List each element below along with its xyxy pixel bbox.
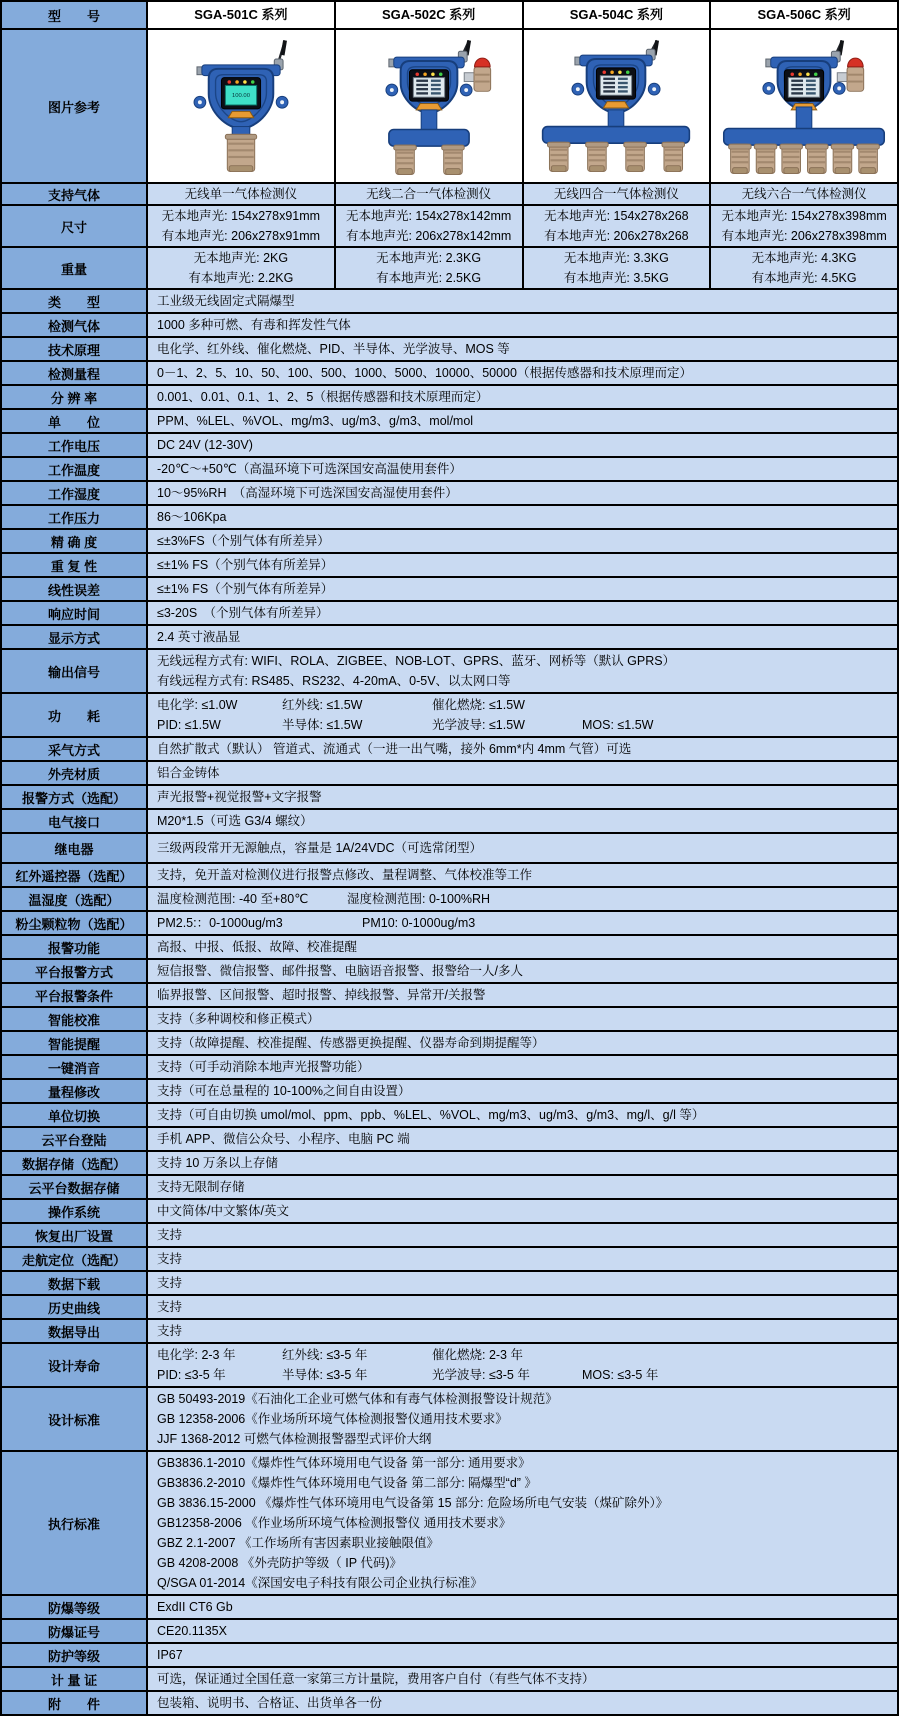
- value-line: 支持: [157, 1228, 183, 1242]
- device-image-cell: [524, 30, 712, 182]
- row-label: 数据下载: [2, 1272, 148, 1294]
- value-line: 有本地声光: 2.5KG: [376, 271, 482, 285]
- row-value: [148, 1344, 897, 1386]
- spec-row: [2, 1080, 897, 1104]
- value-segment: 温度检测范围: -40 至+80℃: [157, 892, 309, 906]
- spec-row: [2, 626, 897, 650]
- weight-cell: [711, 248, 897, 288]
- row-label: 重 复 性: [2, 554, 148, 576]
- row-label: 计 量 证: [2, 1668, 148, 1690]
- row-value: [148, 1056, 897, 1078]
- row-value: [148, 1080, 897, 1102]
- spec-row: [2, 738, 897, 762]
- value-segment: 催化燃烧: 2-3 年: [432, 1348, 523, 1362]
- value-segment: 红外线: ≤3-5 年: [282, 1348, 368, 1362]
- value-line: 有本地声光: 206x278x398mm: [721, 229, 887, 243]
- model-header-cell: [524, 2, 712, 28]
- spec-row: [2, 386, 897, 410]
- value-line: 三级两段常开无源触点，容量是 1A/24VDC（可选常闭型）: [157, 841, 483, 855]
- row-value: [148, 602, 897, 624]
- device-image-cells: [148, 30, 897, 182]
- image-reference-row: [2, 30, 897, 184]
- value-line: ≤±1% FS（个别气体有所差异）: [157, 582, 334, 596]
- spec-row: [2, 1008, 897, 1032]
- row-label: 防爆等级: [2, 1596, 148, 1618]
- value-line: GB 50493-2019《石油化工企业可燃气体和有毒气体检测报警设计规范》: [157, 1392, 558, 1406]
- spec-row: [2, 834, 897, 864]
- row-value: [148, 338, 897, 360]
- value-segment: MOS: ≤3-5 年: [582, 1368, 659, 1382]
- value-line: GB 12358-2006《作业场所环境气体检测报警仪通用技术要求》: [157, 1412, 508, 1426]
- spec-row: [2, 338, 897, 362]
- row-label: 附 件: [2, 1692, 148, 1714]
- spec-row: [2, 362, 897, 386]
- value-segment: 催化燃烧: ≤1.5W: [432, 698, 525, 712]
- row-value: [148, 738, 897, 760]
- value-line: [157, 715, 893, 735]
- value-line: 工业级无线固定式隔爆型: [157, 294, 295, 308]
- model-header-cell: [336, 2, 524, 28]
- supported-gas-cell: [524, 184, 712, 204]
- value-line: 支持（可在总量程的 10-100%之间自由设置）: [157, 1084, 411, 1098]
- row-label: 检测气体: [2, 314, 148, 336]
- spec-row: [2, 1056, 897, 1080]
- weight-cell: [148, 248, 336, 288]
- row-label: 工作温度: [2, 458, 148, 480]
- row-value: [148, 1032, 897, 1054]
- value-segment: 电化学: 2-3 年: [157, 1348, 236, 1362]
- spec-row: [2, 650, 897, 694]
- row-value: [148, 1296, 897, 1318]
- row-label-image: 图片参考: [2, 30, 148, 182]
- value-line: 0－1、2、5、10、50、100、500、1000、5000、10000、50000（根据传感器和技术原理而定）: [157, 366, 692, 380]
- value-line: CE20.1135X: [157, 1624, 227, 1638]
- value-line: 无本地声光: 3.3KG: [563, 251, 669, 265]
- row-label: 线性误差: [2, 578, 148, 600]
- value-segment: 湿度检测范围: 0-100%RH: [347, 892, 491, 906]
- spec-row: [2, 1272, 897, 1296]
- supported-gas-cell: [148, 184, 336, 204]
- value-line: 支持: [157, 1324, 183, 1338]
- device-image-cell: [711, 30, 897, 182]
- row-label-model: 型 号: [2, 2, 148, 28]
- value-line: 声光报警+视觉报警+文字报警: [157, 790, 322, 804]
- row-label: 平台报警条件: [2, 984, 148, 1006]
- row-value: [148, 810, 897, 832]
- value-line: 短信报警、微信报警、邮件报警、电脑语音报警、报警给一人/多人: [157, 964, 523, 978]
- row-value: [148, 1200, 897, 1222]
- value-line: GBZ 2.1-2007 《工作场所有害因素职业接触限值》: [157, 1536, 439, 1550]
- value-line: ≤±1% FS（个别气体有所差异）: [157, 558, 334, 572]
- value-line: 临界报警、区间报警、超时报警、掉线报警、异常开/关报警: [157, 988, 486, 1002]
- row-value: [148, 1128, 897, 1150]
- gas-detector-illustration: [713, 31, 895, 181]
- value-line: GB12358-2006 《作业场所环境气体检测报警仪 通用技术要求》: [157, 1516, 512, 1530]
- value-line: SGA-506C 系列: [757, 7, 851, 22]
- value-line: 支持（可手动消除本地声光报警功能）: [157, 1060, 370, 1074]
- row-label: 数据导出: [2, 1320, 148, 1342]
- dimension-cell: [336, 206, 524, 246]
- row-value: [148, 434, 897, 456]
- row-value: [148, 1272, 897, 1294]
- value-line: 有本地声光: 206x278x268: [544, 229, 689, 243]
- supported-gas-row: [2, 184, 897, 206]
- value-line: 有本地声光: 2.2KG: [188, 271, 294, 285]
- row-value: [148, 554, 897, 576]
- value-line: 有本地声光: 3.5KG: [563, 271, 669, 285]
- spec-row: [2, 1104, 897, 1128]
- row-value: [148, 626, 897, 648]
- value-line: GB 3836.15-2000 《爆炸性气体环境用电气设备第 15 部分: 危险场所电气安装（煤矿除外）》: [157, 1496, 669, 1510]
- value-line: 电化学、红外线、催化燃烧、PID、半导体、光学波导、MOS 等: [157, 342, 510, 356]
- row-label: 单位切换: [2, 1104, 148, 1126]
- row-label: 执行标准: [2, 1452, 148, 1594]
- value-line: 86～106Kpa: [157, 510, 227, 524]
- spec-row: [2, 694, 897, 738]
- value-segment: PID: ≤3-5 年: [157, 1368, 226, 1382]
- value-line: 铝合金铸体: [157, 766, 220, 780]
- value-line: 支持，免开盖对检测仪进行报警点修改、量程调整、气体校准等工作: [157, 868, 533, 882]
- row-label: 一键消音: [2, 1056, 148, 1078]
- spec-row: [2, 960, 897, 984]
- row-label: 技术原理: [2, 338, 148, 360]
- row-label: 防爆证号: [2, 1620, 148, 1642]
- device-image-cell: [148, 30, 336, 182]
- row-value: [148, 912, 897, 934]
- value-line: 0.001、0.01、0.1、1、2、5（根据传感器和技术原理而定）: [157, 390, 489, 404]
- spec-row: [2, 888, 897, 912]
- spec-row: [2, 1128, 897, 1152]
- value-line: 中文简体/中文繁体/英文: [157, 1204, 289, 1218]
- value-line: SGA-502C 系列: [382, 7, 476, 22]
- dimension-cell: [148, 206, 336, 246]
- row-value: [148, 290, 897, 312]
- row-label: 走航定位（选配）: [2, 1248, 148, 1270]
- row-value: [148, 506, 897, 528]
- value-line: DC 24V (12-30V): [157, 438, 253, 452]
- dimension-cell: [711, 206, 897, 246]
- dimensions-cells: [148, 206, 897, 246]
- gas-detector-illustration: [338, 31, 520, 181]
- value-line: 支持: [157, 1300, 183, 1314]
- value-line: 无本地声光: 154x278x91mm: [161, 209, 321, 223]
- value-line: 无本地声光: 154x278x398mm: [721, 209, 887, 223]
- row-label-size: 尺寸: [2, 206, 148, 246]
- spec-row: [2, 1596, 897, 1620]
- spec-row: [2, 1620, 897, 1644]
- value-line: 无本地声光: 2KG: [193, 251, 289, 265]
- row-value: [148, 362, 897, 384]
- value-line: 可选，保证通过全国任意一家第三方计量院，费用客户自付（有些气体不支持）: [157, 1672, 595, 1686]
- row-value: [148, 960, 897, 982]
- model-header-row: [2, 2, 897, 30]
- row-value: [148, 1224, 897, 1246]
- row-label: 继电器: [2, 834, 148, 862]
- row-label: 智能校准: [2, 1008, 148, 1030]
- value-line: -20℃～+50℃（高温环境下可选深国安高温使用套件）: [157, 462, 462, 476]
- spec-row: [2, 290, 897, 314]
- row-value: [148, 458, 897, 480]
- model-header-cell: [148, 2, 336, 28]
- value-segment: PM2.5:：0-1000ug/m3: [157, 916, 283, 930]
- value-line: 自然扩散式（默认） 管道式、流通式（一进一出气嘴，接外 6mm*内 4mm 气管）可选: [157, 742, 632, 756]
- row-value: [148, 1692, 897, 1714]
- row-value: [148, 530, 897, 552]
- spec-row: [2, 1176, 897, 1200]
- value-line: 无线单一气体检测仪: [184, 187, 298, 201]
- row-label: 单 位: [2, 410, 148, 432]
- value-line: [157, 1365, 893, 1385]
- value-line: 支持 10 万条以上存储: [157, 1156, 278, 1170]
- row-label: 平台报警方式: [2, 960, 148, 982]
- row-value: [148, 936, 897, 958]
- spec-row: [2, 1248, 897, 1272]
- row-value: [148, 1008, 897, 1030]
- spec-row: [2, 578, 897, 602]
- value-line: 10～95%RH （高湿环境下可选深国安高湿使用套件）: [157, 486, 458, 500]
- row-value: [148, 1104, 897, 1126]
- value-line: [157, 695, 893, 715]
- row-label: 云平台数据存储: [2, 1176, 148, 1198]
- value-line: 无本地声光: 4.3KG: [751, 251, 857, 265]
- spec-row: [2, 1032, 897, 1056]
- model-header-cell: [711, 2, 897, 28]
- value-segment: 红外线: ≤1.5W: [282, 698, 363, 712]
- row-label: 检测量程: [2, 362, 148, 384]
- svg-text:100.00: 100.00: [231, 93, 250, 100]
- row-label: 输出信号: [2, 650, 148, 692]
- gas-detector-illustration: [150, 31, 332, 181]
- row-value: [148, 1620, 897, 1642]
- row-label: 电气接口: [2, 810, 148, 832]
- value-line: 无线四合一气体检测仪: [553, 187, 679, 201]
- row-value: [148, 888, 897, 910]
- row-value: [148, 762, 897, 784]
- spec-row: [2, 1320, 897, 1344]
- row-label: 报警方式（选配）: [2, 786, 148, 808]
- value-line: 有本地声光: 206x278x142mm: [345, 229, 512, 243]
- value-segment: 光学波导: ≤1.5W: [432, 718, 525, 732]
- row-label: 设计标准: [2, 1388, 148, 1450]
- value-segment: PM10: 0-1000ug/m3: [362, 916, 476, 930]
- value-line: GB 4208-2008 《外壳防护等级（ IP 代码)》: [157, 1556, 402, 1570]
- row-label-weight: 重量: [2, 248, 148, 288]
- row-label: 数据存储（选配）: [2, 1152, 148, 1174]
- dimensions-row: [2, 206, 897, 248]
- row-label: 智能提醒: [2, 1032, 148, 1054]
- row-value: [148, 786, 897, 808]
- row-label: 工作压力: [2, 506, 148, 528]
- row-label: 温湿度（选配）: [2, 888, 148, 910]
- row-value: [148, 1152, 897, 1174]
- value-line: 支持（故障提醒、校准提醒、传感器更换提醒、仪器寿命到期提醒等）: [157, 1036, 545, 1050]
- row-value: [148, 1320, 897, 1342]
- spec-row: [2, 554, 897, 578]
- row-label: 响应时间: [2, 602, 148, 624]
- value-line: IP67: [157, 1648, 183, 1662]
- spec-row: [2, 810, 897, 834]
- value-line: Q/SGA 01-2014《深国安电子科技有限公司企业执行标准》: [157, 1576, 483, 1590]
- row-value: [148, 1596, 897, 1618]
- row-label: 显示方式: [2, 626, 148, 648]
- value-segment: PID: ≤1.5W: [157, 718, 221, 732]
- spec-row: [2, 1224, 897, 1248]
- row-value: [148, 1644, 897, 1666]
- spec-row: [2, 936, 897, 960]
- value-line: 支持无限制存储: [157, 1180, 245, 1194]
- value-line: 支持（可自由切换 umol/mol、ppm、ppb、%LEL、%VOL、mg/m3、ug/m3、g/m3、mg/l、g/l 等）: [157, 1108, 705, 1122]
- row-value: [148, 482, 897, 504]
- row-label: 功 耗: [2, 694, 148, 736]
- value-line: ≤3-20S （个别气体有所差异）: [157, 606, 329, 620]
- value-line: JJF 1368-2012 可燃气体检测报警器型式评价大纲: [157, 1432, 432, 1446]
- value-line: 2.4 英寸液晶显: [157, 630, 241, 644]
- model-header-cells: [148, 2, 897, 28]
- row-label: 操作系统: [2, 1200, 148, 1222]
- supported-gas-cells: [148, 184, 897, 204]
- row-value: [148, 578, 897, 600]
- spec-row: [2, 912, 897, 936]
- spec-row: [2, 1152, 897, 1176]
- value-line: 有线远程方式有: RS485、RS232、4-20mA、0-5V、以太网口等: [157, 674, 511, 688]
- row-value: [148, 314, 897, 336]
- value-line: 无线六合一气体检测仪: [741, 187, 867, 201]
- value-line: 包装箱、说明书、合格证、出货单各一份: [157, 1696, 383, 1710]
- value-line: 支持: [157, 1276, 183, 1290]
- row-label-support: 支持气体: [2, 184, 148, 204]
- row-value: [148, 1388, 897, 1450]
- value-line: GB3836.1-2010《爆炸性气体环境用电气设备 第一部分: 通用要求》: [157, 1456, 531, 1470]
- row-value: [148, 1452, 897, 1594]
- spec-row: [2, 1388, 897, 1452]
- spec-row: [2, 530, 897, 554]
- row-label: 红外遥控器（选配）: [2, 864, 148, 886]
- row-label: 工作湿度: [2, 482, 148, 504]
- row-label: 精 确 度: [2, 530, 148, 552]
- value-line: [157, 889, 893, 909]
- value-line: 无本地声光: 2.3KG: [376, 251, 482, 265]
- spec-row: [2, 458, 897, 482]
- row-label: 类 型: [2, 290, 148, 312]
- row-label: 报警功能: [2, 936, 148, 958]
- spec-row: [2, 506, 897, 530]
- value-segment: 半导体: ≤3-5 年: [282, 1368, 368, 1382]
- value-line: 无线远程方式有: WIFI、ROLA、ZIGBEE、NOB-LOT、GPRS、蓝牙、网桥等（默认 GPRS）: [157, 654, 676, 668]
- value-line: GB3836.2-2010《爆炸性气体环境用电气设备 第二部分: 隔爆型“d” 》: [157, 1476, 537, 1490]
- row-label: 云平台登陆: [2, 1128, 148, 1150]
- row-value: [148, 650, 897, 692]
- spec-row: [2, 314, 897, 338]
- row-label: 恢复出厂设置: [2, 1224, 148, 1246]
- value-segment: 电化学: ≤1.0W: [157, 698, 238, 712]
- row-label: 外壳材质: [2, 762, 148, 784]
- spec-row: [2, 1668, 897, 1692]
- row-value: [148, 1248, 897, 1270]
- spec-row: [2, 786, 897, 810]
- row-label: 设计寿命: [2, 1344, 148, 1386]
- row-label: 工作电压: [2, 434, 148, 456]
- value-segment: 光学波导: ≤3-5 年: [432, 1368, 530, 1382]
- row-label: 采气方式: [2, 738, 148, 760]
- spec-row: [2, 410, 897, 434]
- row-value: [148, 864, 897, 886]
- gas-detector-illustration: [525, 31, 707, 181]
- row-value: [148, 1668, 897, 1690]
- weight-cell: [524, 248, 712, 288]
- supported-gas-cell: [336, 184, 524, 204]
- value-line: 有本地声光: 206x278x91mm: [161, 229, 321, 243]
- value-line: ExdII CT6 Gb: [157, 1600, 233, 1614]
- spec-row: [2, 984, 897, 1008]
- row-label: 量程修改: [2, 1080, 148, 1102]
- spec-row: [2, 1644, 897, 1668]
- spec-row: [2, 1200, 897, 1224]
- row-label: 防护等级: [2, 1644, 148, 1666]
- weight-cell: [336, 248, 524, 288]
- value-line: 有本地声光: 4.5KG: [751, 271, 857, 285]
- value-line: [157, 1345, 893, 1365]
- spec-row: [2, 602, 897, 626]
- row-value: [148, 1176, 897, 1198]
- row-label: 粉尘颗粒物（选配）: [2, 912, 148, 934]
- row-value: [148, 386, 897, 408]
- spec-row: [2, 1296, 897, 1320]
- row-value: [148, 694, 897, 736]
- row-value: [148, 834, 897, 862]
- spec-row: [2, 482, 897, 506]
- value-line: 支持: [157, 1252, 183, 1266]
- dimension-cell: [524, 206, 712, 246]
- value-line: 无线二合一气体检测仪: [366, 187, 492, 201]
- value-line: 无本地声光: 154x278x142mm: [345, 209, 512, 223]
- value-line: M20*1.5（可选 G3/4 螺纹）: [157, 814, 313, 828]
- value-line: 手机 APP、微信公众号、小程序、电脑 PC 端: [157, 1132, 410, 1146]
- spec-row: [2, 1692, 897, 1716]
- supported-gas-cell: [711, 184, 897, 204]
- spec-row: [2, 434, 897, 458]
- weight-cells: [148, 248, 897, 288]
- spec-row: [2, 762, 897, 786]
- value-line: 支持（多种调校和修正模式）: [157, 1012, 320, 1026]
- row-label: 历史曲线: [2, 1296, 148, 1318]
- row-value: [148, 410, 897, 432]
- value-segment: MOS: ≤1.5W: [582, 718, 654, 732]
- value-line: SGA-501C 系列: [194, 7, 288, 22]
- value-line: 高报、中报、低报、故障、校准提醒: [157, 940, 358, 954]
- row-value: [148, 984, 897, 1006]
- spec-row: [2, 1452, 897, 1596]
- value-line: 无本地声光: 154x278x268: [544, 209, 689, 223]
- value-line: 1000 多种可燃、有毒和挥发性气体: [157, 318, 351, 332]
- spec-row: [2, 1344, 897, 1388]
- row-label: 分 辨 率: [2, 386, 148, 408]
- value-line: PPM、%LEL、%VOL、mg/m3、ug/m3、g/m3、mol/mol: [157, 414, 474, 428]
- value-line: ≤±3%FS（个别气体有所差异）: [157, 534, 330, 548]
- device-image-cell: [336, 30, 524, 182]
- weight-row: [2, 248, 897, 290]
- value-segment: 半导体: ≤1.5W: [282, 718, 363, 732]
- spec-rows-container: [2, 290, 897, 1716]
- value-line: SGA-504C 系列: [569, 7, 663, 22]
- value-line: [157, 913, 893, 933]
- spec-row: [2, 864, 897, 888]
